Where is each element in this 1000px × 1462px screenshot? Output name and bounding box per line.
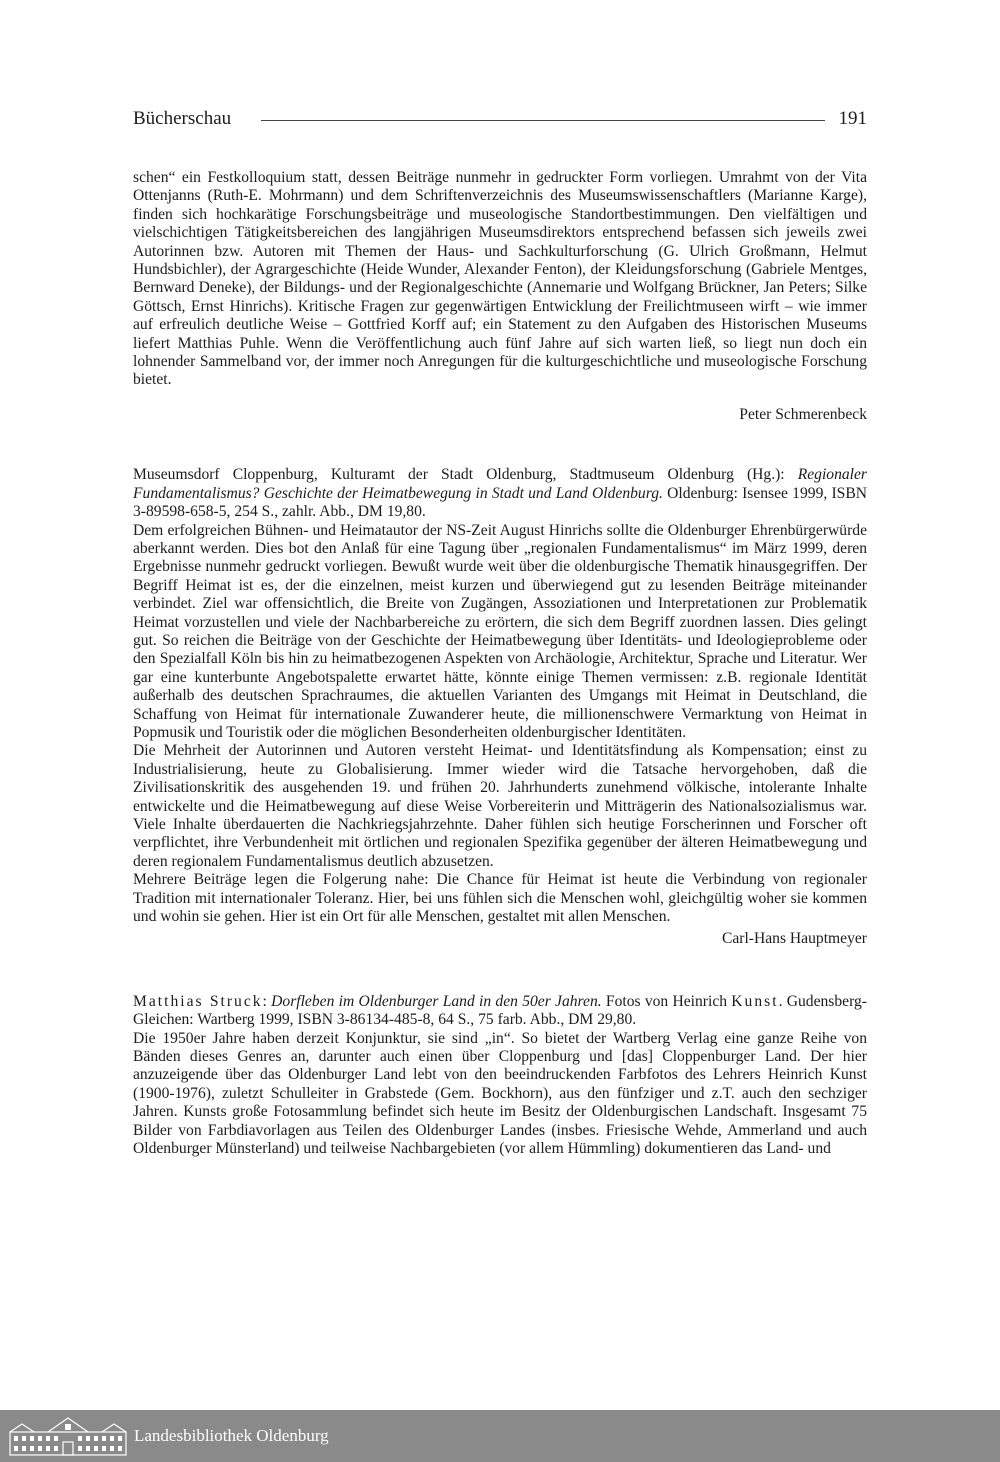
review1-paragraph-3: Mehrere Beiträge legen die Folgerung nahe: Die Chance für Heimat ist heute die Verbindung von regionaler Tradition mit internationaler Toleranz. Hier, bei uns fühlen sich die Menschen wohl, gleichgültig woher sie kommen und wohin sie gehen. Hier ist ein Ort für alle Menschen, gestaltet mit allen Menschen.: [133, 871, 867, 926]
header-rule: [261, 120, 824, 121]
page-header: [133, 106, 867, 132]
review1-citation-authors: Museumsdorf Cloppenburg, Kulturamt der Stadt Oldenburg, Stadtmuseum Oldenburg (Hg.):: [133, 466, 798, 484]
review2-citation: [133, 993, 867, 1030]
footer-bar: [0, 1410, 1000, 1462]
review2-title: Dorfleben im Oldenburger Land in den 50er Jahren.: [271, 992, 602, 1010]
footer-library-name: Landesbibliothek Oldenburg: [134, 1426, 329, 1445]
review2-details: . Gudensberg-Gleichen: Wartberg 1999, ISBN 3-86134-485-8, 64 S., 75 farb. Abb., DM 29,80.: [133, 992, 867, 1029]
review2-photos-by: Fotos von Heinrich: [601, 992, 732, 1010]
intro-signature: Peter Schmerenbeck: [739, 405, 867, 423]
running-title: Bücherschau: [133, 108, 232, 129]
page-number: 191: [838, 108, 867, 129]
review1-signature: Carl-Hans Hauptmeyer: [721, 930, 867, 948]
review2-author: Matthias Struck: [133, 992, 263, 1010]
review1-citation: [133, 466, 867, 521]
review1-paragraph-1: Dem erfolgreichen Bühnen- und Heimatautor der NS-Zeit August Hinrichs sollte die Oldenburger Ehrenbürgerwürde aberkannt werden. Dies bot den Anlaß für eine Tagung über „regionalen Fundamentalismus“ im März 1999, deren Ergebnisse nunmehr gedruckt vorliegen. Bewußt wurde weit über die oldenburgische Thematik hinausgegriffen. Der Begriff Heimat ist es, der die einzelnen, meist kurzen und überwiegend gut zu lesenden Beiträge miteinander verbindet. Ziel war offensichtlich, die Breite von Zugängen, Assoziationen und Interpretationen zur Problematik Heimat vorzustellen und viele der Nachbarbereiche zu erörtern, die sich dem Begriff zuordnen lassen. Dies gelingt gut. So reichen die Beiträge von der Geschichte der Heimatbewegung über Identitäts- und Ideologieprobleme oder den Spezialfall Köln bis hin zu heimatbezogenen Aspekten von Archäologie, Architektur, Sprache und Literatur. Wer gar eine kunterbunte Angebotspalette erwartet hätte, könnte einige Themen vermissen: z.B. regionale Identität außerhalb des deutschen Sprachraumes, die aktuellen Varianten des Umgangs mit Heimat in Deutschland, die Schaffung von Heimat für internationale Zuwanderer heute, die millionenschwere Vermarktung von Heimat in Popmusik und Touristik oder die möglichen Besonderheiten oldenburgischer Identitäten.: [133, 521, 867, 741]
intro-paragraph: schen“ ein Festkolloquium statt, dessen Beiträge nunmehr in gedruckter Form vorliegen. Umrahmt von der Vita Ottenjanns (Ruth-E. Mohrmann) und dem Schriftenverzeichnis des Museumswissenschaftlers (Marianne Karge), finden sich hochkarätige Forschungsbeiträge und museologische Standortbestimmungen. Den vielfältigen und vielschichtigen Tätigkeitsbereichen des langjährigen Museumsdirektors entsprechend befassen sich jeweils zwei Autorinnen bzw. Autoren mit Themen der Haus- und Sachkulturforschung (G. Ulrich Großmann, Helmut Hundsbichler), der Agrargeschichte (Heide Wunder, Alexander Fenton), der Kleidungsforschung (Gabriele Mentges, Bernward Deneke), der Bildungs- und der Regionalgeschichte (Annemarie und Wolfgang Brückner, Jan Peters; Silke Göttsch, Ernst Hinrichs). Kritische Fragen zur gegenwärtigen Entwicklung der Freilichtmuseen wirft – wie immer auf erfreulich deutliche Weise – Gottfried Korff auf; ein Statement zu den Aufgaben des Historischen Museums liefert Matthias Puhle. Wenn die Veröffentlichung auch fünf Jahre auf sich warten ließ, so liegt nun doch ein lohnender Sammelband vor, der immer noch Anregungen für die kulturgeschichtliche und museologische Forschung bietet.: [133, 169, 867, 389]
review2-paragraph: Die 1950er Jahre haben derzeit Konjunktur, sie sind „in“. So bietet der Wartberg Verlag eine ganze Reihe von Bänden dieses Genres an, darunter auch einen über Cloppenburg und [das] Cloppenburger Land. Der hier anzuzeigende über das Oldenburger Land lebt von den beeindruckenden Farbfotos des Lehrers Heinrich Kunst (1900-1976), zuletzt Schulleiter in Grabstede (Gem. Bockhorn), aus den fünfziger und z.T. auch den sechziger Jahren. Kunsts große Fotosammlung befindet sich heute im Besitz der Oldenburgischen Landschaft. Insgesamt 75 Bilder von Farbdiavorlagen aus Teilen des Oldenburger Landes (insbes. Friesische Wehde, Ammerland und auch Oldenburger Münsterland) und teilweise Nachbargebieten (vor allem Hümmling) dokumentieren das Land- und: [133, 1029, 867, 1158]
review2-colon: :: [262, 992, 272, 1010]
review1-citation-title: Regionaler Fundamentalismus? Geschichte der Heimatbewegung in Stadt und Land Oldenburg.: [133, 466, 867, 502]
review1-citation-details: Oldenburg: Isensee 1999, ISBN 3-89598-658-5, 254 S., zahlr. Abb., DM 19,80.: [133, 484, 868, 521]
library-building-icon: [8, 1416, 128, 1456]
page-content: [133, 169, 867, 1159]
review1-paragraph-2: Die Mehrheit der Autorinnen und Autoren versteht Heimat- und Identitätsfindung als Kompensation; einst zu Industrialisierung, heute zu Globalisierung. Immer wieder wird die Tatsache hervorgehoben, daß die Zivilisationskritik des ausgehenden 19. und frühen 20. Jahrhunderts zunehmend völkische, intolerante Inhalte entwickelte und die Heimatbewegung auf diese Weise Vorbereiterin und Mitträgerin des Nationalsozialismus war. Viele Inhalte überdauerten die Nachkriegsjahrzehnte. Daher fühlen sich heutige Forscherinnen und Forscher oft verpflichtet, ihre Verbundenheit mit örtlichen und regionalen Spezifika gegenüber der älteren Heimatbewegung und deren regionalem Fundamentalismus deutlich abzusetzen.: [133, 742, 867, 870]
review2-photographer: Kunst: [731, 992, 779, 1010]
